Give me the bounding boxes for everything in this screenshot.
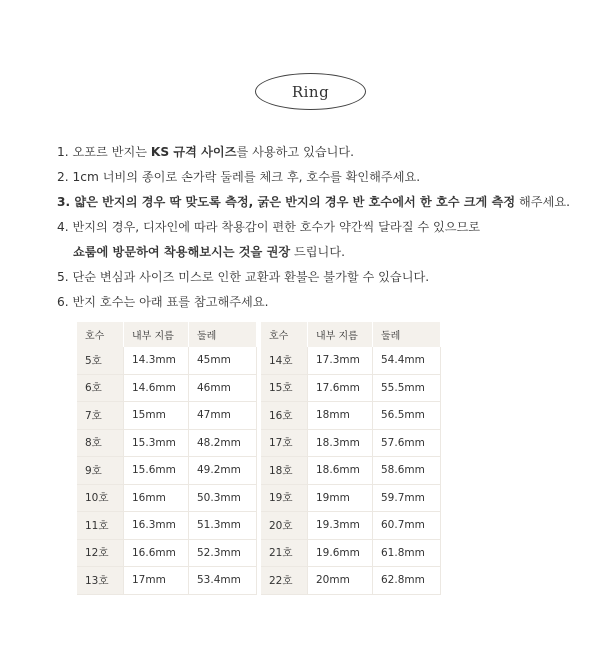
size-no-cell: 15호 [261, 374, 308, 402]
size-no-cell: 6호 [77, 374, 124, 402]
table-header-row [77, 322, 257, 347]
inner-diameter-cell: 15mm [124, 402, 189, 430]
size-no-cell: 18호 [261, 457, 308, 485]
circumference-cell: 61.8mm [373, 539, 441, 567]
table-header-row [261, 322, 441, 347]
ring-title-badge [255, 73, 366, 110]
note-1-post: 를 사용하고 있습니다. [236, 145, 355, 159]
size-no-cell: 12호 [77, 539, 124, 567]
note-4-continued [57, 240, 570, 265]
size-no-cell: 13호 [77, 567, 124, 595]
circumference-cell: 62.8mm [373, 567, 441, 595]
inner-diameter-cell: 18.3mm [308, 429, 373, 457]
circumference-cell: 51.3mm [189, 512, 257, 540]
table-row [261, 429, 441, 457]
note-1 [57, 140, 570, 165]
size-no-cell: 11호 [77, 512, 124, 540]
size-table-right [261, 322, 441, 595]
inner-diameter-cell: 15.3mm [124, 429, 189, 457]
inner-diameter-cell: 19.6mm [308, 539, 373, 567]
inner-diameter-cell: 17.6mm [308, 374, 373, 402]
size-no-cell: 19호 [261, 484, 308, 512]
table-row [77, 402, 257, 430]
size-no-cell: 5호 [77, 347, 124, 374]
size-no-cell: 21호 [261, 539, 308, 567]
inner-diameter-cell: 18.6mm [308, 457, 373, 485]
table-row [261, 539, 441, 567]
circumference-cell: 55.5mm [373, 374, 441, 402]
inner-diameter-cell: 16mm [124, 484, 189, 512]
table-row [77, 539, 257, 567]
circumference-cell: 47mm [189, 402, 257, 430]
table-row [261, 567, 441, 595]
inner-diameter-cell: 14.3mm [124, 347, 189, 374]
note-3 [57, 190, 570, 215]
note-3-bold: 3. 얇은 반지의 경우 딱 맞도록 측정, 굵은 반지의 경우 반 호수에서 한 호수 크게 측정 [57, 195, 516, 209]
size-no-cell: 9호 [77, 457, 124, 485]
inner-diameter-cell: 19.3mm [308, 512, 373, 540]
header-circumference: 둘레 [189, 322, 257, 347]
table-row [77, 457, 257, 485]
table-row [77, 512, 257, 540]
note-3-post: 해주세요. [515, 195, 570, 209]
circumference-cell: 54.4mm [373, 347, 441, 374]
size-table-left [77, 322, 257, 595]
inner-diameter-cell: 16.6mm [124, 539, 189, 567]
header-size-no: 호수 [261, 322, 308, 347]
table-row [261, 402, 441, 430]
size-guide-notes [57, 140, 570, 315]
table-row [261, 457, 441, 485]
inner-diameter-cell: 20mm [308, 567, 373, 595]
circumference-cell: 58.6mm [373, 457, 441, 485]
circumference-cell: 57.6mm [373, 429, 441, 457]
circumference-cell: 59.7mm [373, 484, 441, 512]
inner-diameter-cell: 17.3mm [308, 347, 373, 374]
size-no-cell: 7호 [77, 402, 124, 430]
circumference-cell: 50.3mm [189, 484, 257, 512]
table-row [77, 347, 257, 374]
inner-diameter-cell: 16.3mm [124, 512, 189, 540]
circumference-cell: 46mm [189, 374, 257, 402]
size-no-cell: 20호 [261, 512, 308, 540]
table-row [261, 512, 441, 540]
size-no-cell: 14호 [261, 347, 308, 374]
header-inner-diameter: 내부 지름 [308, 322, 373, 347]
page-title: Ring [291, 82, 330, 101]
table-row [77, 484, 257, 512]
size-no-cell: 8호 [77, 429, 124, 457]
table-row [261, 484, 441, 512]
inner-diameter-cell: 14.6mm [124, 374, 189, 402]
circumference-cell: 49.2mm [189, 457, 257, 485]
size-no-cell: 16호 [261, 402, 308, 430]
circumference-cell: 53.4mm [189, 567, 257, 595]
note-2: 2. 1cm 너비의 종이로 손가락 둘레를 체크 후, 호수를 확인해주세요. [57, 170, 421, 184]
inner-diameter-cell: 18mm [308, 402, 373, 430]
size-no-cell: 17호 [261, 429, 308, 457]
note-1-bold: KS 규격 사이즈 [150, 145, 237, 159]
note-4b-bold: 쇼룸에 방문하여 착용해보시는 것을 권장 [73, 245, 291, 259]
table-row [261, 347, 441, 374]
note-6: 6. 반지 호수는 아래 표를 참고해주세요. [57, 295, 269, 309]
circumference-cell: 45mm [189, 347, 257, 374]
table-row [77, 429, 257, 457]
size-no-cell: 22호 [261, 567, 308, 595]
circumference-cell: 52.3mm [189, 539, 257, 567]
circumference-cell: 48.2mm [189, 429, 257, 457]
circumference-cell: 56.5mm [373, 402, 441, 430]
table-row [77, 567, 257, 595]
header-size-no: 호수 [77, 322, 124, 347]
note-1-pre: 1. 오포르 반지는 [57, 145, 151, 159]
note-5: 5. 단순 변심과 사이즈 미스로 인한 교환과 환불은 불가할 수 있습니다. [57, 270, 430, 284]
table-row [77, 374, 257, 402]
note-4b-post: 드립니다. [290, 245, 345, 259]
header-circumference: 둘레 [373, 322, 441, 347]
circumference-cell: 60.7mm [373, 512, 441, 540]
inner-diameter-cell: 15.6mm [124, 457, 189, 485]
inner-diameter-cell: 17mm [124, 567, 189, 595]
note-4: 4. 반지의 경우, 디자인에 따라 착용감이 편한 호수가 약간씩 달라질 수 있으므로 [57, 220, 481, 234]
size-no-cell: 10호 [77, 484, 124, 512]
header-inner-diameter: 내부 지름 [124, 322, 189, 347]
table-row [261, 374, 441, 402]
inner-diameter-cell: 19mm [308, 484, 373, 512]
